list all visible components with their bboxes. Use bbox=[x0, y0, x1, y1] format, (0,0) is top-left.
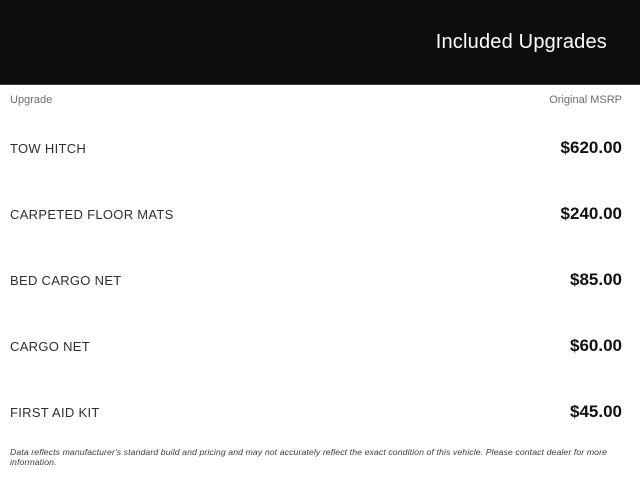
upgrade-name: CARGO NET bbox=[10, 338, 90, 354]
upgrade-name: CARPETED FLOOR MATS bbox=[10, 206, 174, 222]
table-row bbox=[0, 115, 640, 181]
table-row bbox=[0, 379, 640, 445]
upgrades-table bbox=[0, 115, 640, 445]
upgrade-name: BED CARGO NET bbox=[10, 272, 122, 288]
disclaimer-text: Data reflects manufacturer's standard build and pricing and may not accurately reflect the exact condition of this vehicle. Please contact dealer for more information. bbox=[10, 447, 608, 467]
upgrade-name: FIRST AID KIT bbox=[10, 404, 100, 420]
table-row bbox=[0, 247, 640, 313]
upgrade-price: $620.00 bbox=[560, 138, 622, 157]
upgrade-price: $60.00 bbox=[570, 336, 622, 355]
upgrade-name: TOW HITCH bbox=[10, 140, 87, 156]
column-header-original-msrp: Original MSRP bbox=[549, 94, 622, 106]
upgrade-price: $45.00 bbox=[570, 402, 622, 421]
table-row bbox=[0, 313, 640, 379]
panel-header bbox=[0, 0, 640, 85]
column-header-upgrade: Upgrade bbox=[10, 94, 53, 106]
table-column-headers bbox=[0, 85, 640, 115]
panel-title: Included Upgrades bbox=[435, 30, 607, 53]
upgrade-price: $240.00 bbox=[560, 204, 622, 223]
upgrade-price: $85.00 bbox=[570, 270, 622, 289]
table-row bbox=[0, 181, 640, 247]
